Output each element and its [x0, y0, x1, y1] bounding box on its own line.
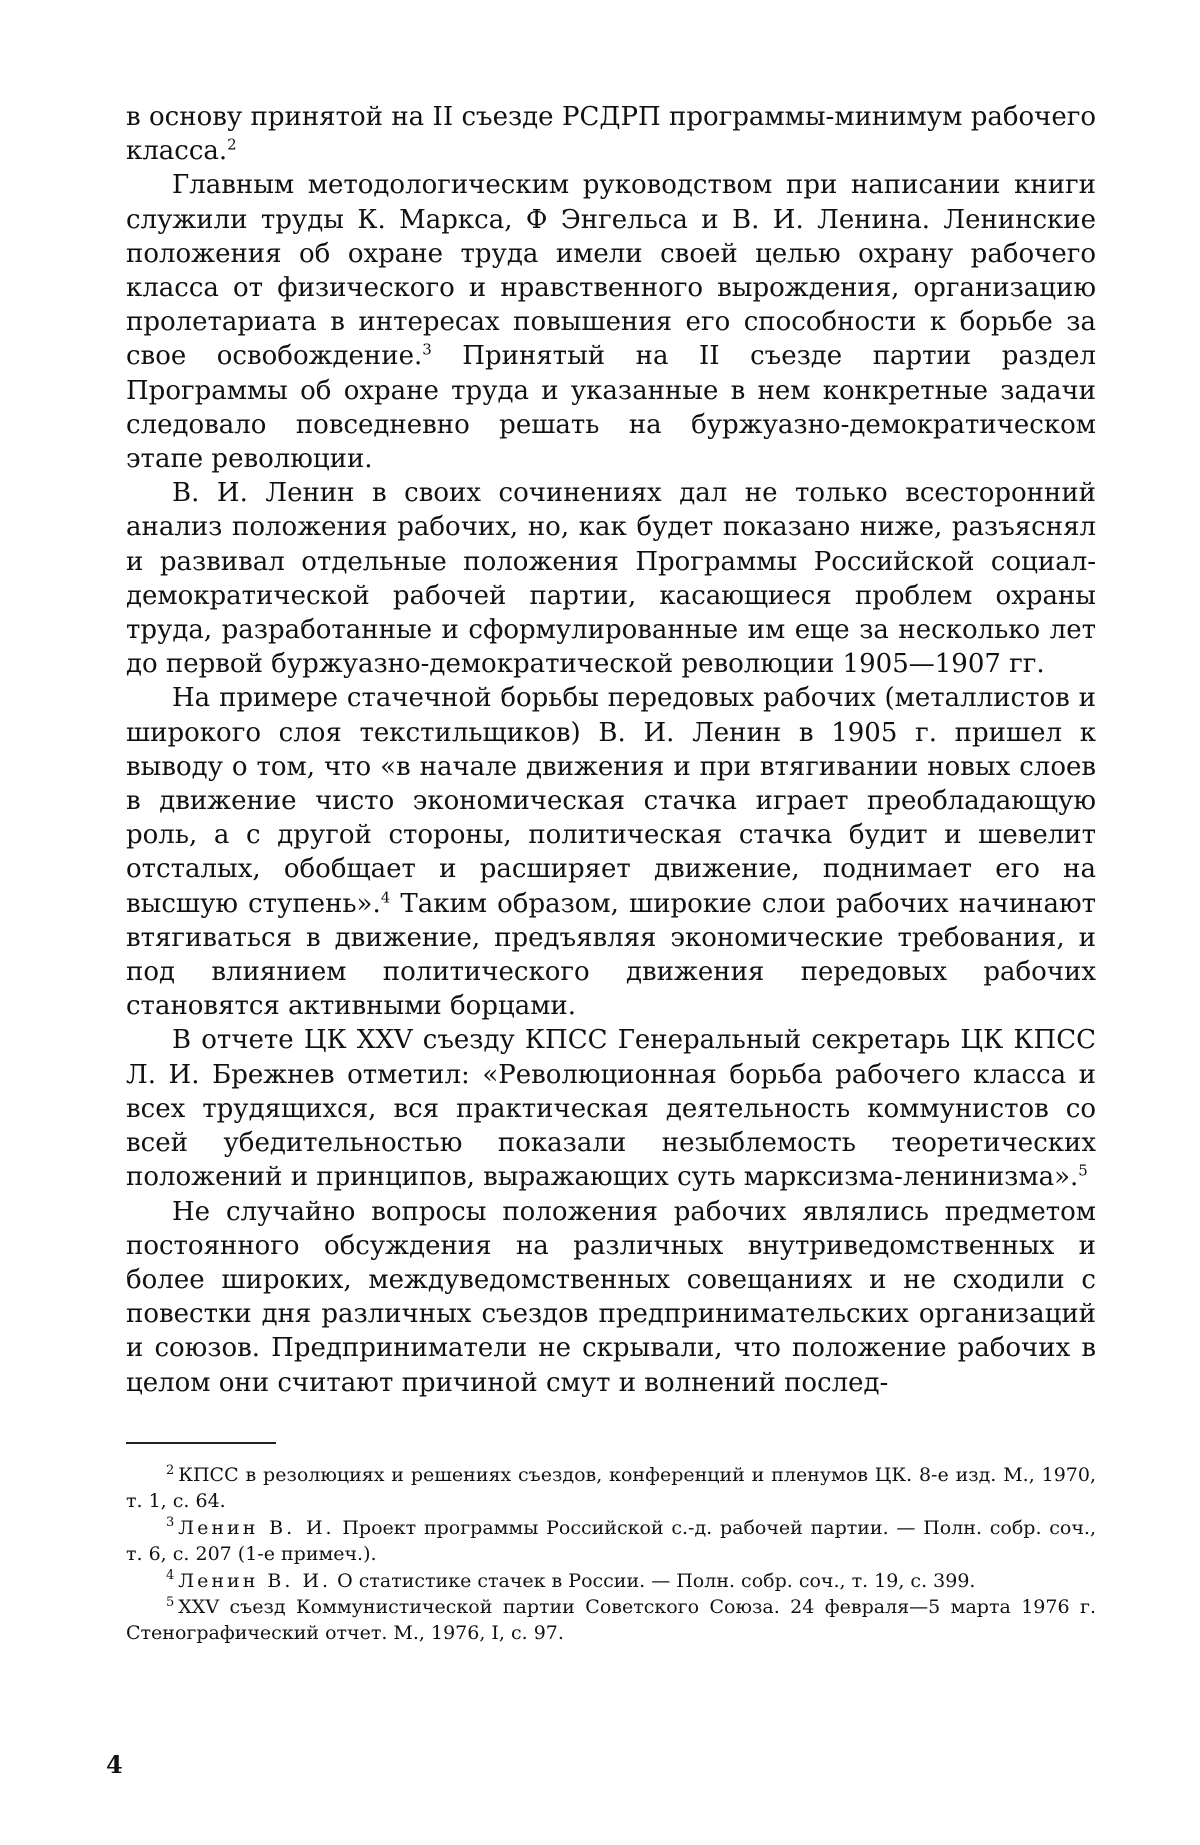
footnote-text: О статистике стачек в России. — Полн. собр. соч., т. 19, с. 399.: [331, 1569, 976, 1592]
paragraph-text-tail: Таким образом, широкие слои рабочих начинают втягиваться в движение, предъявляя экономические требования, и под влиянием политического движения передовых рабочих становятся активными борцами.: [126, 888, 1096, 1022]
page-body: [126, 100, 1096, 1400]
paragraph-6: [126, 1195, 1096, 1400]
page-number: 4: [106, 1750, 123, 1779]
footnote-2: [126, 1462, 1096, 1515]
footnote-5: [126, 1594, 1096, 1647]
paragraph-text: в основу принятой на II съезде РСДРП программы-минимум рабочего класса.: [126, 102, 1096, 167]
paragraph-3: [126, 476, 1096, 681]
paragraph-text: В. И. Ленин в своих сочинениях дал не только всесторонний анализ положения рабочих, но, как будет показано ниже, разъяснял и развивал отдельные положения Программы Российской социал-демократической рабочей партии, касающиеся проблем охраны труда, разработанные и сформулированные им еще за несколько лет до первой буржуазно-демократической революции 1905—1907 гг.: [126, 478, 1096, 680]
footnote-3: [126, 1515, 1096, 1568]
footnote-mark: 2: [166, 1462, 175, 1478]
footnote-text: Проект программы Российской с.-д. рабочей партии. — Полн. собр. соч., т. 6, с. 207 (1-е примеч.).: [126, 1516, 1097, 1566]
footnote-mark: 4: [166, 1568, 175, 1584]
footnote-ref[interactable]: 3: [422, 340, 432, 359]
paragraph-4: [126, 681, 1096, 1023]
paragraph-text: Главным методологическим руководством при написании книги служили труды К. Маркса, Ф Энгельса и В. И. Ленина. Ленинские положения об охране труда имели своей целью охрану рабочего класса от физического и нравственного вырождения, организацию пролетариата в интересах повышения его способности к борьбе за свое освобождение.: [126, 170, 1096, 372]
paragraph-5: [126, 1023, 1096, 1194]
paragraph-text: В отчете ЦК XXV съезду КПСС Генеральный секретарь ЦК КПСС Л. И. Брежнев отметил: «Революционная борьба рабочего класса и всех трудящихся, вся практическая деятельность коммунистов со всей убедительностью показали незыблемость теоретических положений и принципов, выражающих суть марксизма-ленинизма».: [126, 1025, 1096, 1193]
paragraph-1: [126, 100, 1096, 168]
footnote-author: Ленин В. И.: [178, 1516, 335, 1539]
paragraph-2: [126, 168, 1096, 476]
footnote-author: Ленин В. И.: [178, 1569, 332, 1592]
footnote-mark: 5: [166, 1594, 175, 1610]
footnote-text: XXV съезд Коммунистической партии Советского Союза. 24 февраля—5 марта 1976 г. Стенографический отчет. М., 1976, I, с. 97.: [126, 1596, 1096, 1645]
footnote-4: [126, 1568, 1096, 1594]
paragraph-text-tail: Принятый на II съезде партии раздел Программы об охране труда и указанные в нем конкретные задачи следовало повседневно решать на буржуазно-демократическом этапе революции.: [126, 341, 1096, 475]
footnote-ref[interactable]: 5: [1078, 1161, 1088, 1180]
footnote-ref[interactable]: 4: [380, 888, 391, 907]
footnote-ref[interactable]: 2: [227, 135, 237, 154]
footnote-divider: [126, 1442, 276, 1444]
paragraph-text: Не случайно вопросы положения рабочих являлись предметом постоянного обсуждения на различных внутриведомственных и более широких, междуведомственных совещаниях и не сходили с повестки дня различных съездов предпринимательских организаций и союзов. Предприниматели не скрывали, что положение рабочих в целом они считают причиной смут и волнений послед-: [126, 1196, 1096, 1398]
footnote-text: КПСС в резолюциях и решениях съездов, конференций и пленумов ЦК. 8-е изд. М., 1970, т. 1, с. 64.: [126, 1464, 1096, 1513]
footnote-mark: 3: [166, 1515, 175, 1531]
footnotes: [126, 1462, 1096, 1647]
paragraph-text: На примере стачечной борьбы передовых рабочих (металлистов и широкого слоя текстильщиков) В. И. Ленин в 1905 г. пришел к выводу о том, что «в начале движения и при втягивании новых слоев в движение чисто экономическая стачка играет преобладающую роль, а с другой стороны, политическая стачка будит и шевелит отсталых, обобщает и расширяет движение, поднимает его на высшую ступень».: [126, 683, 1096, 919]
main-text: [126, 100, 1096, 1400]
